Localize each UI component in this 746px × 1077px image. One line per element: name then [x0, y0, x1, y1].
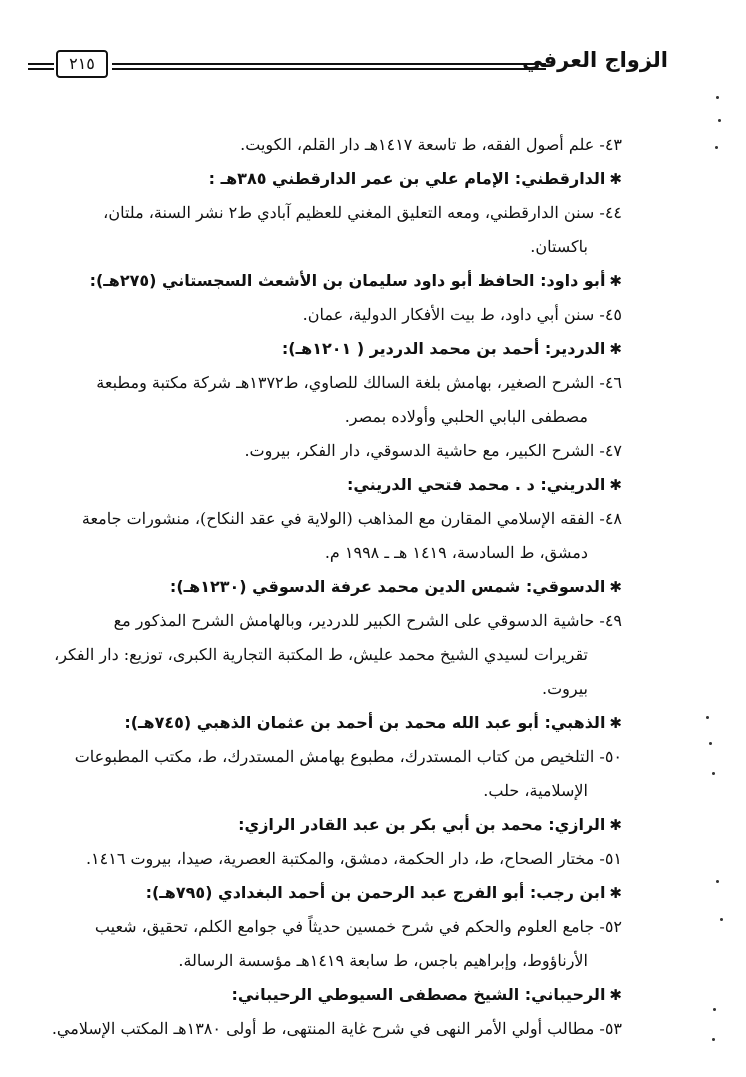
margin-mark	[716, 880, 719, 883]
author-heading-text: الرازي: محمد بن أبي بكر بن عبد القادر الرازي:	[238, 815, 606, 834]
reference-continuation: الإسلامية، حلب.	[483, 781, 588, 800]
author-heading-text: الدارقطني: الإمام علي بن عمر الدارقطني ٣٨٥هـ :	[208, 169, 606, 188]
author-heading	[44, 570, 622, 604]
author-heading-text: الذهبي: أبو عبد الله محمد بن أحمد بن عثمان الذهبي (٧٤٥هـ):	[124, 713, 606, 732]
reference-item: ٥٢- جامع العلوم والحكم في شرح خمسين حديثاً في جوامع الكلم، تحقيق، شعيب	[94, 917, 622, 936]
author-heading-text: ابن رجب: أبو الفرج عبد الرحمن بن أحمد البغدادي (٧٩٥هـ):	[145, 883, 606, 902]
reference-continuation: تقريرات لسيدي الشيخ محمد عليش، ط المكتبة التجارية الكبرى، توزيع: دار الفكر،	[54, 645, 588, 664]
reference-item: ٤٤- سنن الدارقطني، ومعه التعليق المغني للعظيم آبادي ط٢ نشر السنة، ملتان،	[103, 203, 622, 222]
author-heading-text: الدريني: د . محمد فتحي الدريني:	[347, 475, 606, 494]
author-heading	[44, 978, 622, 1012]
margin-mark	[709, 742, 712, 745]
reference-continuation: دمشق، ط السادسة، ١٤١٩ هـ ـ ١٩٩٨ م.	[324, 543, 588, 562]
asterisk-icon: ✱	[609, 714, 622, 732]
margin-mark	[720, 918, 723, 921]
reference-item: ٤٥- سنن أبي داود، ط بيت الأفكار الدولية، عمان.	[302, 305, 622, 324]
author-heading	[44, 264, 622, 298]
reference-continuation: بيروت.	[542, 679, 588, 698]
author-heading	[44, 706, 622, 740]
author-heading-text: أبو داود: الحافظ أبو داود سليمان بن الأشعث السجستاني (٢٧٥هـ):	[89, 271, 606, 290]
author-heading-text: الرحيباني: الشيخ مصطفى السيوطي الرحيباني:	[231, 985, 606, 1004]
margin-mark	[715, 146, 718, 149]
author-heading	[44, 808, 622, 842]
reference-item: ٤٦- الشرح الصغير، بهامش بلغة السالك للصاوي، ط١٣٧٢هـ شركة مكتبة ومطبعة	[96, 373, 622, 392]
asterisk-icon: ✱	[609, 884, 622, 902]
asterisk-icon: ✱	[609, 340, 622, 358]
bibliography-list	[44, 128, 622, 1046]
asterisk-icon: ✱	[609, 170, 622, 188]
page-header	[28, 46, 668, 86]
running-title: الزواج العرفي	[522, 48, 668, 72]
margin-mark	[706, 716, 709, 719]
margin-mark	[716, 96, 719, 99]
header-rule-left	[28, 63, 54, 70]
author-heading	[44, 162, 622, 196]
reference-item: ٥٠- التلخيص من كتاب المستدرك، مطبوع بهامش المستدرك، ط، مكتب المطبوعات	[74, 747, 622, 766]
reference-item: ٥١- مختار الصحاح، ط، دار الحكمة، دمشق، والمكتبة العصرية، صيدا، بيروت ١٤١٦.	[85, 849, 622, 868]
asterisk-icon: ✱	[609, 476, 622, 494]
author-heading	[44, 876, 622, 910]
reference-item: ٤٣- علم أصول الفقه، ط تاسعة ١٤١٧هـ دار القلم، الكويت.	[240, 135, 622, 154]
author-heading	[44, 468, 622, 502]
margin-mark	[712, 1038, 715, 1041]
asterisk-icon: ✱	[609, 272, 622, 290]
reference-item: ٤٨- الفقه الإسلامي المقارن مع المذاهب (الولاية في عقد النكاح)، منشورات جامعة	[81, 509, 622, 528]
header-double-rule	[112, 63, 546, 70]
reference-continuation: الأرناؤوط، وإبراهيم باجس، ط سابعة ١٤١٩هـ مؤسسة الرسالة.	[178, 951, 588, 970]
margin-mark	[718, 119, 721, 122]
author-heading	[44, 332, 622, 366]
asterisk-icon: ✱	[609, 578, 622, 596]
reference-continuation: باكستان.	[530, 237, 588, 256]
reference-item: ٥٣- مطالب أولي الأمر النهى في شرح غاية المنتهى، ط أولى ١٣٨٠هـ المكتب الإسلامي.	[51, 1019, 622, 1038]
margin-mark	[713, 1008, 716, 1011]
margin-mark	[712, 772, 715, 775]
asterisk-icon: ✱	[609, 986, 622, 1004]
page-number: ٢١٥	[56, 50, 108, 78]
reference-item: ٤٩- حاشية الدسوقي على الشرح الكبير للدردير، وبالهامش الشرح المذكور مع	[113, 611, 622, 630]
reference-item: ٤٧- الشرح الكبير، مع حاشية الدسوقي، دار الفكر، بيروت.	[244, 441, 622, 460]
author-heading-text: الدردير: أحمد بن محمد الدردير ( ١٢٠١هـ):	[281, 339, 606, 358]
asterisk-icon: ✱	[609, 816, 622, 834]
author-heading-text: الدسوقي: شمس الدين محمد عرفة الدسوقي (١٢٣٠هـ):	[169, 577, 606, 596]
reference-continuation: مصطفى البابي الحلبي وأولاده بمصر.	[344, 407, 588, 426]
